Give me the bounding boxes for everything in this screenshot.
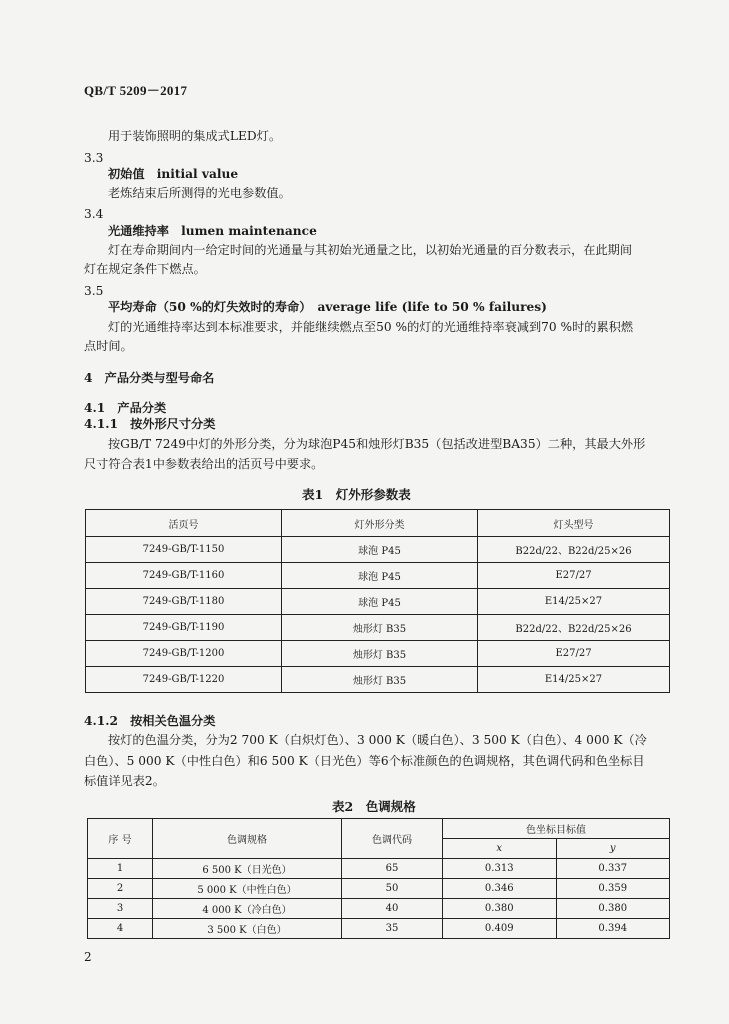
body-text: 灯在规定条件下燃点。: [84, 262, 206, 276]
section-number: 3.3: [84, 151, 104, 165]
table-header-row: [88, 819, 670, 839]
table-cell: 0.394: [556, 919, 670, 939]
table-cell: 7249-GB/T-1150: [86, 537, 282, 563]
table-cell: 球泡 P45: [282, 589, 478, 615]
body-text: 白色）、5 000 K（中性白色）和6 500 K（日光色）等6个标准颜色的色调规格，其色调代码和色坐标目: [84, 754, 645, 768]
table-cell: 5 000 K（中性白色）: [153, 879, 342, 899]
table-cell: 4: [88, 919, 153, 939]
table-cell: 1: [88, 859, 153, 879]
table-header-cell: x: [443, 839, 557, 859]
table-row: [86, 589, 670, 615]
table1-title: 表1 灯外形参数表: [302, 487, 411, 502]
section-heading: 4.1.2 按相关色温分类: [84, 714, 216, 728]
table-cell: 0.359: [556, 879, 670, 899]
table-cell: 0.313: [443, 859, 557, 879]
body-text: 灯在寿命期间内一给定时间的光通量与其初始光通量之比，以初始光通量的百分数表示，在此期间: [108, 243, 633, 257]
table-cell: 40: [342, 899, 443, 919]
table-cell: 球泡 P45: [282, 563, 478, 589]
table-cell: 0.380: [443, 899, 557, 919]
term-title: 平均寿命（50 %的灯失效时的寿命） average life (life to 50 % failures): [108, 300, 547, 314]
table-header-row: [86, 510, 670, 537]
table2-title: 表2 色调规格: [332, 799, 416, 814]
table-cell: E14/25×27: [478, 589, 670, 615]
table-header-cell: 色调代码: [342, 819, 443, 859]
table-cell: 3: [88, 899, 153, 919]
table-cell: E14/25×27: [478, 667, 670, 693]
section-number: 3.4: [84, 207, 104, 221]
table-cell: 0.346: [443, 879, 557, 899]
table-cell: 球泡 P45: [282, 537, 478, 563]
table-row: [86, 667, 670, 693]
table-cell: 0.337: [556, 859, 670, 879]
table-header-cell: 灯外形分类: [282, 510, 478, 537]
table-cell: 烛形灯 B35: [282, 667, 478, 693]
table-cell: E27/27: [478, 641, 670, 667]
page-number: 2: [84, 950, 92, 964]
table-header-cell: 色调规格: [153, 819, 342, 859]
table-cell: 7249-GB/T-1220: [86, 667, 282, 693]
body-text: 灯的光通维持率达到本标准要求，并能继续燃点至50 %的灯的光通维持率衰减到70 %时的累积燃: [108, 320, 634, 334]
table-header-cell: 灯头型号: [478, 510, 670, 537]
term-title: 光通维持率 lumen maintenance: [108, 224, 317, 238]
table-row: [88, 919, 670, 939]
table-cell: 0.409: [443, 919, 557, 939]
body-text: 点时间。: [84, 339, 133, 353]
table-cell: 0.380: [556, 899, 670, 919]
table-row: [88, 859, 670, 879]
table-cell: 4 000 K（冷白色）: [153, 899, 342, 919]
table-cell: B22d/22、B22d/25×26: [478, 537, 670, 563]
table-row: [86, 537, 670, 563]
body-text: 老炼结束后所测得的光电参数值。: [108, 186, 291, 200]
body-text: 用于装饰照明的集成式LED灯。: [108, 129, 282, 143]
section-heading: 4.1 产品分类: [84, 401, 167, 415]
section-number: 3.5: [84, 284, 104, 298]
table-header-cell: y: [556, 839, 670, 859]
table-cell: 65: [342, 859, 443, 879]
table-cell: 7249-GB/T-1190: [86, 615, 282, 641]
table-cell: E27/27: [478, 563, 670, 589]
table-header-cell: 序 号: [88, 819, 153, 859]
table-cell: 6 500 K（日光色）: [153, 859, 342, 879]
table-header-cell: 色坐标目标值: [443, 819, 670, 839]
table-cell: 7249-GB/T-1180: [86, 589, 282, 615]
body-text: 按灯的色温分类，分为2 700 K（白炽灯色）、3 000 K（暖白色）、3 500 K（白色）、4 000 K（冷: [108, 733, 647, 747]
table-cell: 7249-GB/T-1160: [86, 563, 282, 589]
table-cell: 50: [342, 879, 443, 899]
table-cell: 2: [88, 879, 153, 899]
table-cell: B22d/22、B22d/25×26: [478, 615, 670, 641]
section-heading: 4 产品分类与型号命名: [84, 371, 215, 385]
table-row: [86, 563, 670, 589]
table-cell: 烛形灯 B35: [282, 615, 478, 641]
standard-code-header: QB/T 5209－2017: [84, 83, 188, 98]
table-cell: 烛形灯 B35: [282, 641, 478, 667]
table-cell: 7249-GB/T-1200: [86, 641, 282, 667]
table-row: [86, 615, 670, 641]
body-text: 按GB/T 7249中灯的外形分类，分为球泡P45和烛形灯B35（包括改进型BA35）二种，其最大外形: [108, 437, 646, 451]
section-heading: 4.1.1 按外形尺寸分类: [84, 417, 216, 431]
table-row: [86, 641, 670, 667]
body-text: 尺寸符合表1中参数表给出的活页号中要求。: [84, 457, 324, 471]
table-cell: 35: [342, 919, 443, 939]
term-title: 初始值 initial value: [108, 167, 239, 181]
table-header-cell: 活页号: [86, 510, 282, 537]
table-shape-parameters: [85, 509, 670, 693]
body-text: 标值详见表2。: [84, 774, 165, 788]
table-cell: 3 500 K（白色）: [153, 919, 342, 939]
table-color-specification: [87, 818, 670, 939]
table-row: [88, 899, 670, 919]
table-row: [88, 879, 670, 899]
